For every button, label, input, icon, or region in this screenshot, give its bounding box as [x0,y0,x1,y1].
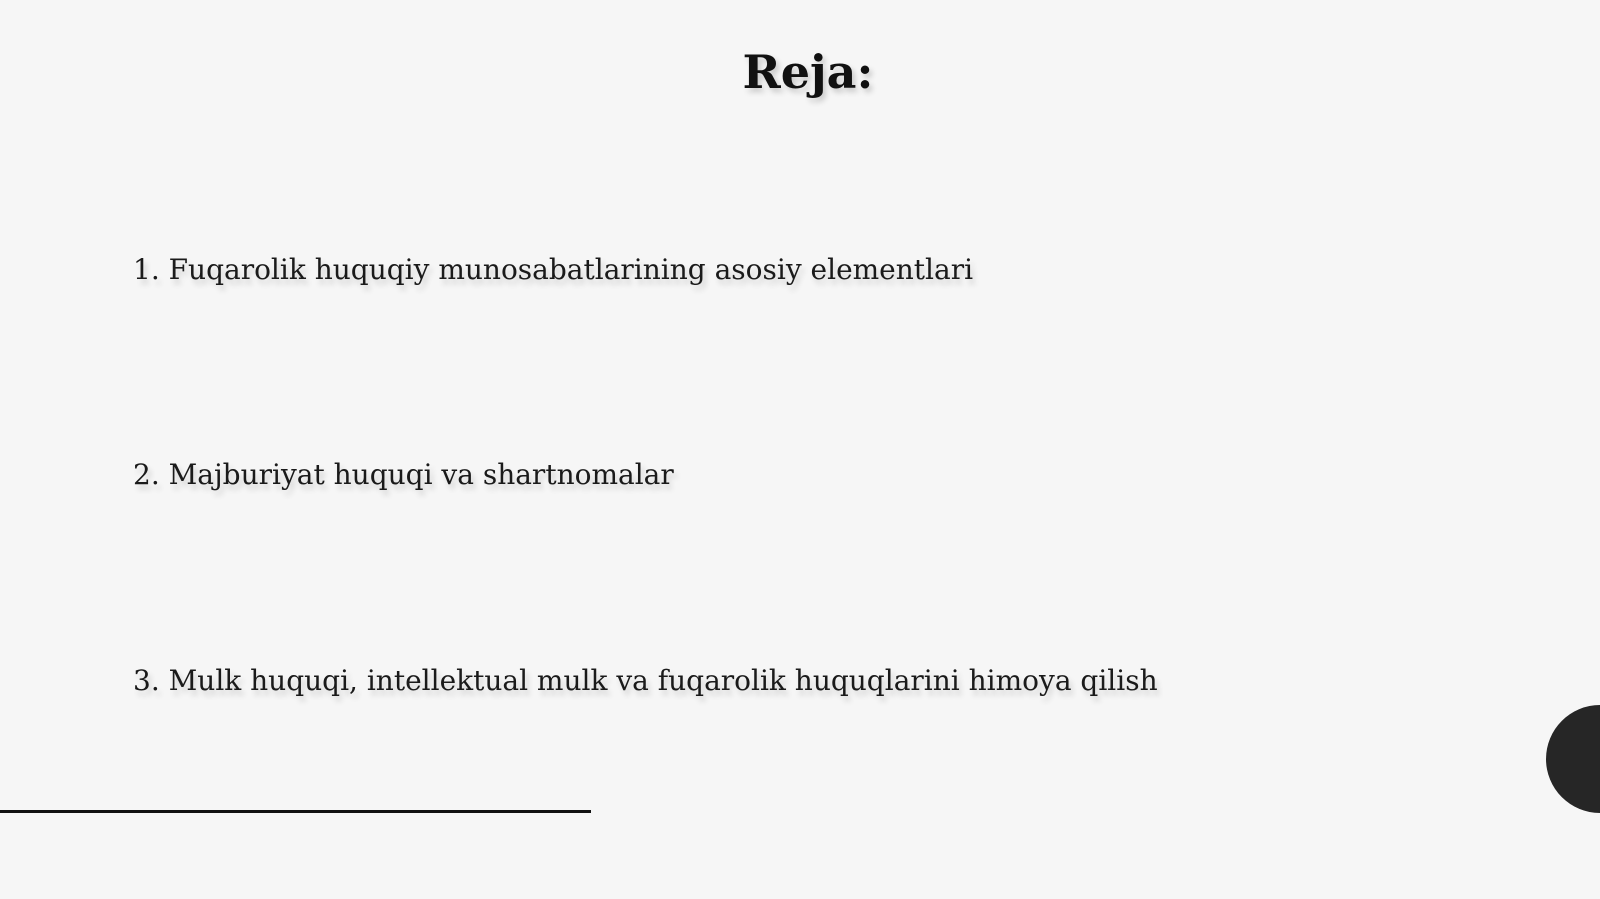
slide-title: Reja: [742,45,874,99]
bottom-divider-line [0,810,591,813]
decorative-half-circle [1546,705,1600,813]
plan-item-2: 2. Majburiyat huquqi va shartnomalar [133,458,674,491]
plan-item-1: 1. Fuqarolik huquqiy munosabatlarining asosiy elementlari [133,253,974,286]
plan-item-3: 3. Mulk huquqi, intellektual mulk va fuqarolik huquqlarini himoya qilish [133,664,1158,697]
